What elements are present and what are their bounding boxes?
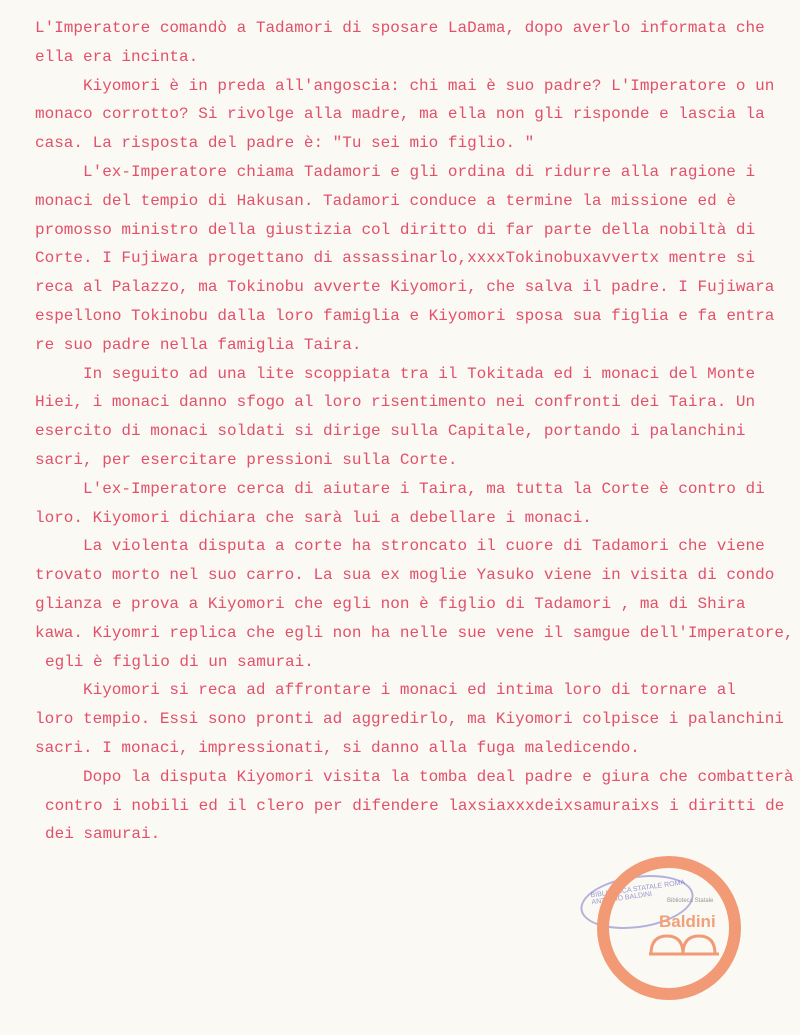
text-line: Kiyomori si reca ad affrontare i monaci ed intima loro di tornare al bbox=[83, 681, 736, 700]
text-line: casa. La risposta del padre è: "Tu sei mio figlio. " bbox=[35, 134, 535, 153]
text-line: La violenta disputa a corte ha stroncato il cuore di Tadamori che viene bbox=[83, 537, 765, 556]
text-line: sacri, per esercitare pressioni sulla Corte. bbox=[35, 450, 458, 469]
logo-text: Baldini bbox=[659, 912, 716, 931]
typewritten-text bbox=[35, 14, 800, 849]
text-line: kawa. Kiyomri replica che egli non ha nelle sue vene il samgue dell'Imperatore, bbox=[35, 623, 794, 642]
text-line: reca al Palazzo, ma Tokinobu avverte Kiyomori, che salva il padre. I Fujiwara bbox=[35, 278, 775, 297]
library-stamp-text: BIBLIOTECA STATALE ROMA ANTONIO BALDINI bbox=[590, 879, 686, 907]
text-line: glianza e prova a Kiyomori che egli non è figlio di Tadamori , ma di Shira bbox=[35, 594, 746, 613]
logo-small-text: Biblioteca Statale bbox=[667, 898, 714, 904]
text-line: promosso ministro della giustizia col diritto di far parte della nobiltà di bbox=[35, 220, 756, 239]
text-line: espellono Tokinobu dalla loro famiglia e Kiyomori sposa sua figlia e fa entra bbox=[35, 306, 775, 325]
text-line: Corte. I Fujiwara progettano di assassinarlo,xxxxTokinobuxavvertx mentre si bbox=[35, 249, 756, 268]
text-line: L'Imperatore comandò a Tadamori di sposare LaDama, dopo averlo informata che bbox=[35, 19, 765, 37]
text-line: In seguito ad una lite scoppiata tra il Tokitada ed i monaci del Monte bbox=[83, 364, 756, 383]
text-line: ella era incinta. bbox=[35, 47, 199, 66]
text-line: Hiei, i monaci danno sfogo al loro risentimento nei confronti dei Taira. Un bbox=[35, 393, 756, 412]
text-line: Kiyomori è in preda all'angoscia: chi mai è suo padre? L'Imperatore o un bbox=[83, 76, 775, 95]
text-line: L'ex-Imperatore chiama Tadamori e gli ordina di ridurre alla ragione i bbox=[83, 162, 756, 181]
text-line: Dopo la disputa Kiyomori visita la tomba deal padre e giura che combatterà bbox=[83, 767, 794, 786]
text-line: esercito di monaci soldati si dirige sulla Capitale, portando i palanchini bbox=[35, 422, 746, 441]
text-line: monaco corrotto? Si rivolge alla madre, ma ella non gli risponde e lascia la bbox=[35, 105, 765, 124]
text-line: loro tempio. Essi sono pronti ad aggredirlo, ma Kiyomori colpisce i palanchini bbox=[35, 710, 784, 729]
text-line: re suo padre nella famiglia Taira. bbox=[35, 335, 362, 354]
text-line: egli è figlio di un samurai. bbox=[45, 652, 314, 671]
text-line: trovato morto nel suo carro. La sua ex moglie Yasuko viene in visita di condo bbox=[35, 566, 775, 585]
text-line: contro i nobili ed il clero per difendere laxsiaxxxdeixsamuraixs i diritti de bbox=[45, 796, 785, 815]
text-line: L'ex-Imperatore cerca di aiutare i Taira, ma tutta la Corte è contro di bbox=[83, 479, 765, 498]
text-line: sacri. I monaci, impressionati, si danno alla fuga maledicendo. bbox=[35, 738, 640, 757]
baldini-logo bbox=[597, 856, 741, 1000]
book-icon bbox=[649, 932, 719, 956]
text-line: dei samurai. bbox=[45, 825, 161, 844]
text-line: loro. Kiyomori dichiara che sarà lui a debellare i monaci. bbox=[35, 508, 592, 527]
text-line: monaci del tempio di Hakusan. Tadamori conduce a termine la missione ed è bbox=[35, 191, 736, 210]
